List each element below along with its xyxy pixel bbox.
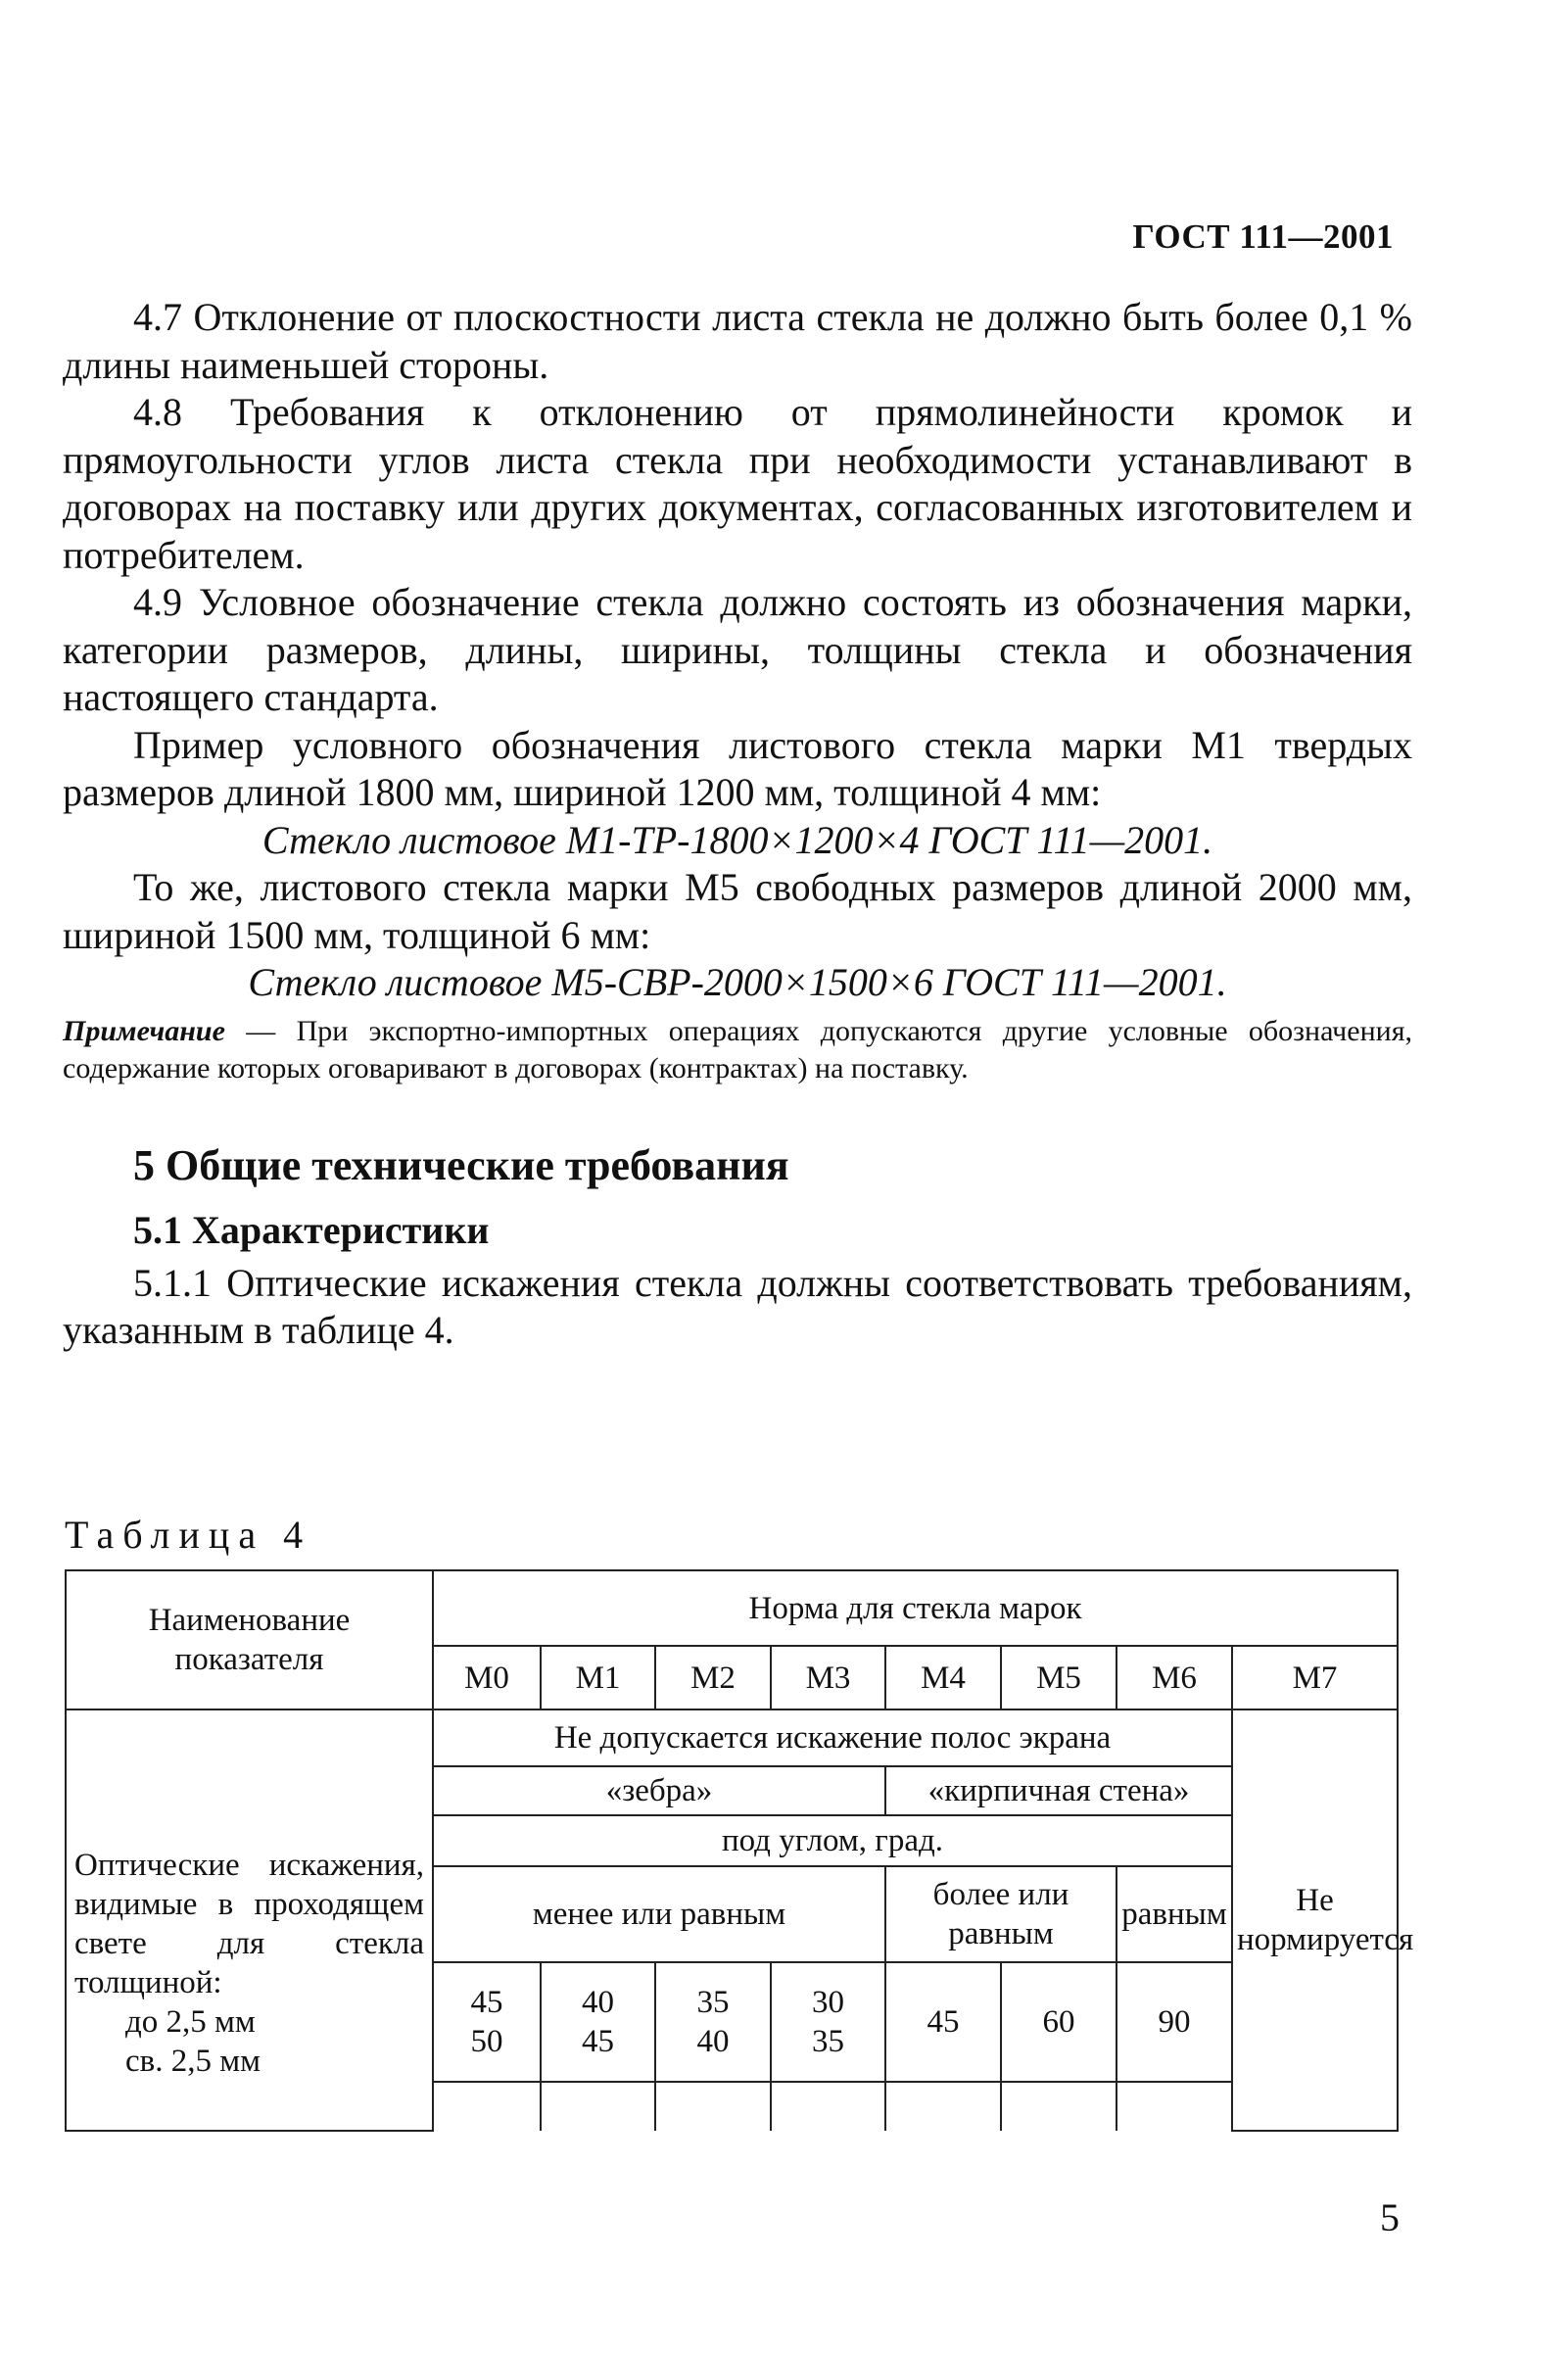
example-2-intro: То же, листового стекла марки М5 свободных размеров длиной 2000 мм, шириной 1500 мм, толщиной 6 мм: bbox=[63, 865, 1412, 957]
row-name-sub1: до 2,5 мм bbox=[125, 2004, 256, 2040]
mark-m6: М6 bbox=[1117, 1646, 1232, 1709]
cell-zebra: «зебра» bbox=[433, 1766, 885, 1815]
mark-m7: М7 bbox=[1232, 1646, 1398, 1709]
value-m0-thin: 45 bbox=[470, 1985, 503, 2020]
cell-not-normed: Не нормируется bbox=[1232, 1709, 1398, 2131]
row-name-cell bbox=[66, 1709, 433, 2131]
header-indicator-name: Наименование показателя bbox=[66, 1570, 433, 1709]
value-m0-thick: 50 bbox=[470, 2024, 503, 2059]
value-m5: 60 bbox=[1001, 1962, 1117, 2082]
mark-m0: М0 bbox=[433, 1646, 541, 1709]
cell-m1-values bbox=[541, 1962, 655, 2082]
cell-angle: под углом, град. bbox=[433, 1815, 1232, 1866]
value-m2-thick: 40 bbox=[696, 2024, 730, 2059]
value-m6: 90 bbox=[1117, 1962, 1232, 2082]
cell-equal: равным bbox=[1117, 1866, 1232, 1962]
mark-m2: М2 bbox=[655, 1646, 771, 1709]
paragraph-4-8: 4.8 Требования к отклонению от прямолинейности кромок и прямоугольности углов листа стекла при необходимости устанавливают в договорах на поставку или других документах, согласованных изготовителем и потребителем. bbox=[63, 390, 1412, 577]
cell-m2-values bbox=[655, 1962, 771, 2082]
body-text bbox=[63, 294, 1412, 1355]
cell-m0-values bbox=[433, 1962, 541, 2082]
mark-m1: М1 bbox=[541, 1646, 655, 1709]
mark-m5: М5 bbox=[1001, 1646, 1117, 1709]
value-m2-thin: 35 bbox=[696, 1985, 730, 2020]
value-m1-thin: 40 bbox=[582, 1985, 614, 2020]
page-number: 5 bbox=[1380, 2195, 1400, 2239]
paragraph-4-7: 4.7 Отклонение от плоскостности листа стекла не должно быть более 0,1 % длины наименьшей стороны. bbox=[63, 295, 1412, 387]
note-text: — При экспортно-импортных операциях допускаются другие условные обозначения, содержание которых оговаривают в договорах (контрактах) на поставку. bbox=[63, 1014, 1412, 1084]
value-m4: 45 bbox=[885, 1962, 1001, 2082]
table-caption: Таблица 4 bbox=[65, 1513, 312, 1557]
table-4 bbox=[65, 1569, 1414, 2132]
value-m3-thin: 30 bbox=[812, 1985, 844, 2020]
paragraph-5-1-1: 5.1.1 Оптические искажения стекла должны соответствовать требованиям, указанным в таблице 4. bbox=[63, 1260, 1412, 1352]
section-5-heading: 5 Общие технические требования bbox=[133, 1140, 789, 1189]
value-m1-thick: 45 bbox=[582, 2024, 614, 2059]
cell-no-distortion: Не допускается искажение полос экрана bbox=[433, 1709, 1232, 1766]
paragraph-4-9: 4.9 Условное обозначение стекла должно состоять из обозначения марки, категории размеров, длины, ширины, толщины стекла и обозначения настоящего стандарта. bbox=[63, 580, 1412, 719]
example-designation-1: Стекло листовое М1-ТР-1800×1200×4 ГОСТ 111—2001. bbox=[261, 817, 1213, 862]
mark-m3: М3 bbox=[771, 1646, 885, 1709]
note-label: Примечание bbox=[63, 1014, 225, 1047]
section-5-1-heading: 5.1 Характеристики bbox=[133, 1207, 490, 1252]
mark-m4: М4 bbox=[885, 1646, 1001, 1709]
header-norm: Норма для стекла марок bbox=[433, 1570, 1398, 1646]
cell-less-equal: менее или равным bbox=[433, 1866, 885, 1962]
cell-more-equal: более или равным bbox=[885, 1866, 1117, 1962]
value-m3-thick: 35 bbox=[812, 2024, 844, 2059]
cell-brick-wall: «кирпичная стена» bbox=[885, 1766, 1232, 1815]
cell-m3-values bbox=[771, 1962, 885, 2082]
note bbox=[63, 1013, 1412, 1087]
row-name-sub2: св. 2,5 мм bbox=[125, 2044, 261, 2079]
example-designation-2: Стекло листовое М5-СВР-2000×1500×6 ГОСТ 111—2001. bbox=[248, 960, 1227, 1004]
example-intro: Пример условного обозначения листового стекла марки М1 твердых размеров длиной 1800 мм, шириной 1200 мм, толщиной 4 мм: bbox=[63, 722, 1412, 814]
document-code-header: ГОСТ 111—2001 bbox=[1132, 217, 1394, 256]
row-name: Оптические искажения, видимые в проходящем свете для стекла толщиной: bbox=[74, 1848, 424, 2000]
